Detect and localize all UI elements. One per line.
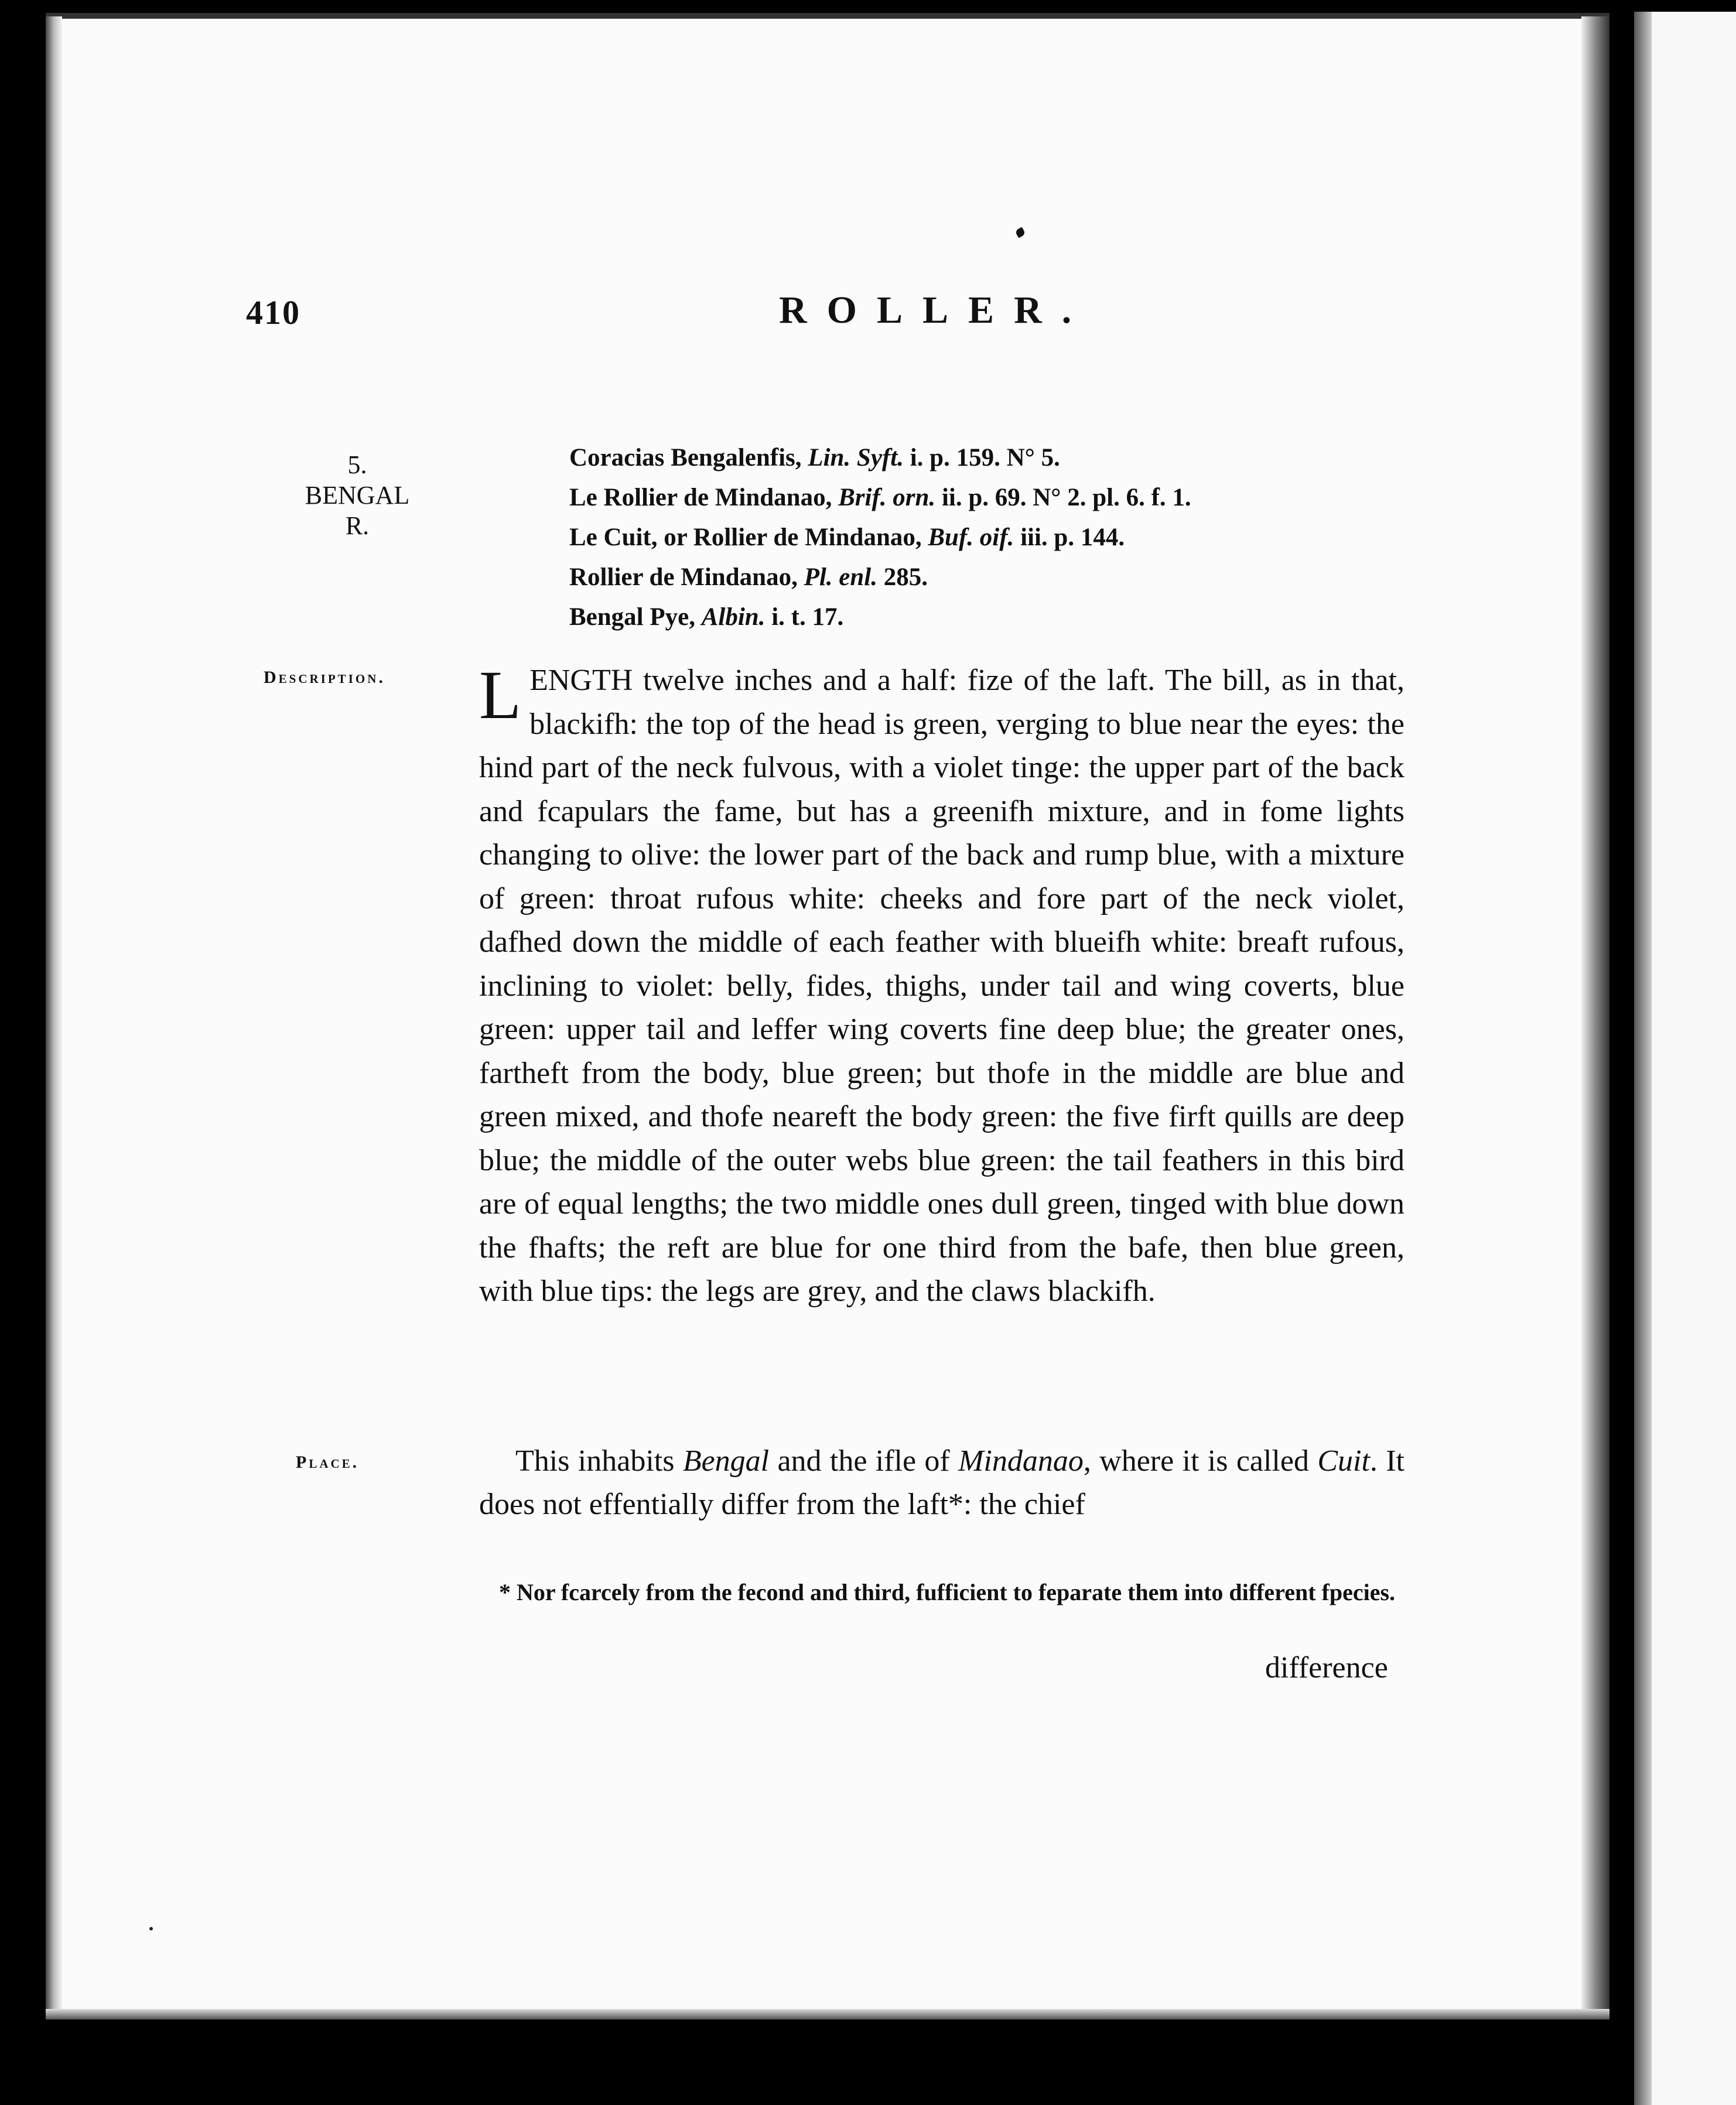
synonym-source: Lin. Syft. bbox=[808, 444, 904, 471]
synonym-text: Le Cuit, or Rollier de Mindanao, bbox=[569, 524, 928, 551]
binding-shadow bbox=[1634, 12, 1652, 2105]
place-name-italic: Bengal bbox=[682, 1444, 770, 1478]
page-top-edge bbox=[46, 13, 1609, 19]
synonym-ref: iii. p. 144. bbox=[1014, 524, 1125, 551]
synonym-text: Le Rollier de Mindanao, bbox=[569, 484, 839, 511]
place-label: Place. bbox=[296, 1453, 360, 1472]
species-number: 5. bbox=[347, 450, 367, 479]
synonym-source: Buf. oif. bbox=[928, 524, 1014, 551]
running-head: ROLLER. bbox=[779, 289, 1092, 332]
synonym-list bbox=[569, 438, 1448, 637]
description-text: ENGTH twelve inches and a half: fize of the laft. The bill, as in that, blackifh: the top of the head is green, verging to blue near the eyes: the hind part of the neck fulvous, with a violet tinge: the upper part of the back and fcapulars the fame, but has a greenifh mixture, and in fome lights changing to olive: the lower part of the back and rump blue, with a mixture of green: throat rufous white: cheeks and fore part of the neck violet, dafhed down the middle of each feather with blueifh white: breaft rufous, inclining to violet: belly, fides, thighs, under tail and wing coverts, blue green: upper tail and leffer wing coverts fine deep blue; the greater ones, fartheft from the body, blue green; but thofe in the middle are blue and green mixed, and thofe neareft the body green: the five firft quills are deep blue; the middle of the outer webs blue green: the tail feathers in this bird are of equal lengths; the two middle ones dull green, tinged with blue down the fhafts; the reft are blue for one third from the bafe, then blue green, with blue tips: the legs are grey, and the claws blackifh. bbox=[479, 664, 1404, 1308]
ink-dot bbox=[149, 1927, 153, 1930]
place-text: , where it is called bbox=[1083, 1444, 1318, 1478]
page-bottom-edge bbox=[46, 2009, 1609, 2019]
synonym-line bbox=[569, 558, 1448, 597]
place-text: This inhabits bbox=[515, 1444, 683, 1478]
catchword: difference bbox=[1265, 1651, 1388, 1684]
synonym-line bbox=[569, 478, 1448, 518]
synonym-line bbox=[569, 518, 1448, 558]
synonym-source: Pl. enl. bbox=[804, 563, 877, 591]
place-text: . It does not effentially differ from the laft*: the chief bbox=[479, 1444, 1405, 1521]
synonym-text: Rollier de Mindanao, bbox=[569, 563, 804, 591]
place-name-italic: Mindanao bbox=[958, 1444, 1084, 1478]
page-number: 410 bbox=[246, 293, 300, 332]
species-abbrev: R. bbox=[345, 511, 370, 540]
synonym-ref: i. t. 17. bbox=[765, 603, 844, 631]
place-paragraph bbox=[479, 1440, 1404, 1526]
synonym-text: Bengal Pye, bbox=[569, 603, 702, 631]
page-right-edge bbox=[1581, 16, 1609, 2019]
synonym-ref: 285. bbox=[877, 563, 928, 591]
synonym-source: Brif. orn. bbox=[838, 484, 936, 511]
synonym-ref: ii. p. 69. N° 2. pl. 6. f. 1. bbox=[935, 484, 1191, 511]
synonym-ref: i. p. 159. N° 5. bbox=[903, 444, 1060, 471]
description-label: Description. bbox=[264, 668, 385, 687]
local-name-italic: Cuit bbox=[1317, 1444, 1370, 1478]
drop-cap: L bbox=[479, 657, 522, 733]
footnote: * Nor fcarcely from the fecond and third, fufficient to feparate them into different fpecies. bbox=[499, 1579, 1396, 1605]
synonym-line bbox=[569, 597, 1448, 637]
page-left-edge bbox=[46, 16, 62, 2019]
species-name: BENGAL bbox=[305, 481, 410, 510]
description-paragraph bbox=[479, 659, 1404, 1314]
synonym-text: Coracias Bengalenfis, bbox=[569, 444, 808, 471]
place-text: and the ifle of bbox=[769, 1444, 959, 1478]
species-margin-note bbox=[281, 450, 433, 541]
synonym-line bbox=[569, 438, 1448, 478]
synonym-source: Albin. bbox=[701, 603, 766, 631]
